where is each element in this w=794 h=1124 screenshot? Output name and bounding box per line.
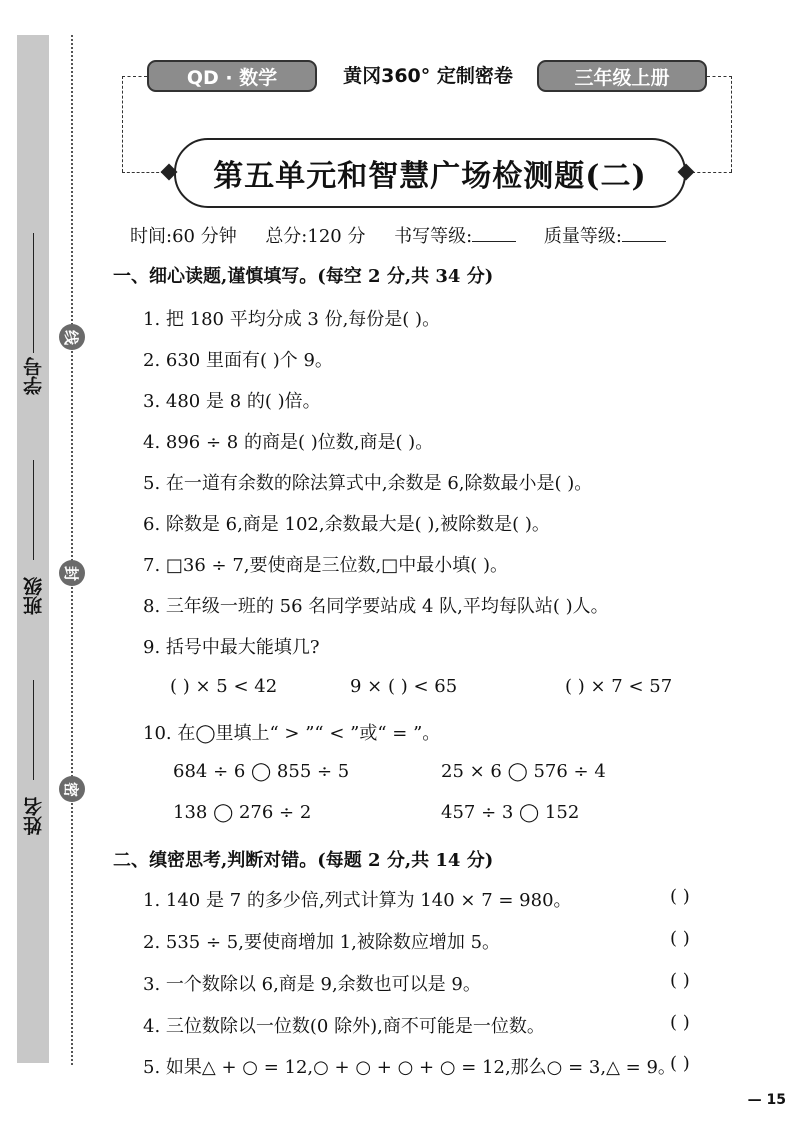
quality-grade-label: 质量等级: bbox=[543, 226, 622, 247]
page-number: — 15 bbox=[747, 1092, 786, 1108]
s2-question-2: 2. 535 ÷ 5,要使商增加 1,被除数应增加 5。 bbox=[143, 932, 501, 953]
cut-line bbox=[71, 35, 73, 1065]
s1-question-5: 5. 在一道有余数的除法算式中,余数是 6,除数最小是( )。 bbox=[143, 473, 593, 494]
exam-info bbox=[130, 222, 688, 248]
q10-item-3: 138 ◯ 276 ÷ 2 bbox=[173, 802, 312, 823]
frame-dash-left-top bbox=[122, 76, 147, 77]
frame-dash-right-top bbox=[707, 76, 732, 77]
s1-question-2: 2. 630 里面有( )个 9。 bbox=[143, 350, 333, 371]
s1-question-4: 4. 896 ÷ 8 的商是( )位数,商是( )。 bbox=[143, 432, 434, 453]
time-limit: 时间:60 分钟 bbox=[130, 226, 237, 247]
name-label: 姓名 bbox=[23, 797, 45, 835]
s2-answer-5[interactable]: ( ) bbox=[670, 1053, 690, 1074]
q10-item-2: 25 × 6 ◯ 576 ÷ 4 bbox=[441, 761, 606, 782]
student-id-label: 学号 bbox=[23, 357, 45, 395]
frame-dash-right-bottom bbox=[692, 172, 732, 173]
subject-badge: QD · 数学 bbox=[147, 60, 317, 92]
frame-dash-left bbox=[122, 76, 123, 172]
s2-answer-1[interactable]: ( ) bbox=[670, 886, 690, 907]
q9-item-3: ( ) × 7 < 57 bbox=[565, 676, 673, 697]
student-id-blank bbox=[33, 233, 34, 353]
s1-question-1: 1. 把 180 平均分成 3 份,每份是( )。 bbox=[143, 309, 441, 330]
writing-grade-label: 书写等级: bbox=[394, 226, 473, 247]
frame-dash-left-bottom bbox=[122, 172, 164, 173]
q9-item-2: 9 × ( ) < 65 bbox=[350, 676, 458, 697]
writing-grade-blank[interactable] bbox=[472, 241, 516, 242]
s2-answer-2[interactable]: ( ) bbox=[670, 928, 690, 949]
s2-question-3: 3. 一个数除以 6,商是 9,余数也可以是 9。 bbox=[143, 974, 481, 995]
q9-item-1: ( ) × 5 < 42 bbox=[170, 676, 278, 697]
s2-question-1: 1. 140 是 7 的多少倍,列式计算为 140 × 7 = 980。 bbox=[143, 890, 572, 911]
class-label: 班级 bbox=[23, 577, 45, 615]
q10-item-1: 684 ÷ 6 ◯ 855 ÷ 5 bbox=[173, 761, 350, 782]
s1-question-7: 7. □36 ÷ 7,要使商是三位数,□中最小填( )。 bbox=[143, 555, 508, 576]
seal-seal-badge: 封 bbox=[59, 560, 85, 586]
series-label: 黄冈360° 定制密卷 bbox=[343, 65, 513, 87]
frame-dash-right bbox=[731, 76, 732, 172]
section-1-heading: 一、细心读题,谨慎填写。(每空 2 分,共 34 分) bbox=[113, 266, 494, 287]
s2-question-5: 5. 如果△ + ○ = 12,○ + ○ + ○ + ○ = 12,那么○ = 3,△ = 9。 bbox=[143, 1057, 676, 1078]
s1-question-10: 10. 在◯里填上“ > ”“ < ”或“ = ”。 bbox=[143, 723, 441, 744]
class-blank bbox=[33, 460, 34, 560]
seal-dense-badge: 密 bbox=[59, 776, 85, 802]
q10-item-4: 457 ÷ 3 ◯ 152 bbox=[441, 802, 580, 823]
s1-question-9: 9. 括号中最大能填几? bbox=[143, 637, 320, 658]
quality-grade-blank[interactable] bbox=[622, 241, 666, 242]
s2-question-4: 4. 三位数除以一位数(0 除外),商不可能是一位数。 bbox=[143, 1016, 545, 1037]
name-blank bbox=[33, 680, 34, 780]
grade-badge: 三年级上册 bbox=[537, 60, 707, 92]
s2-answer-3[interactable]: ( ) bbox=[670, 970, 690, 991]
seal-line-badge: 线 bbox=[59, 324, 85, 350]
s1-question-8: 8. 三年级一班的 56 名同学要站成 4 队,平均每队站( )人。 bbox=[143, 596, 609, 617]
section-2-heading: 二、缜密思考,判断对错。(每题 2 分,共 14 分) bbox=[113, 850, 494, 871]
s2-answer-4[interactable]: ( ) bbox=[670, 1012, 690, 1033]
s1-question-6: 6. 除数是 6,商是 102,余数最大是( ),被除数是( )。 bbox=[143, 514, 550, 535]
s1-question-3: 3. 480 是 8 的( )倍。 bbox=[143, 391, 321, 412]
total-score: 总分:120 分 bbox=[265, 226, 366, 247]
page-title: 第五单元和智慧广场检测题(二) bbox=[174, 138, 686, 208]
